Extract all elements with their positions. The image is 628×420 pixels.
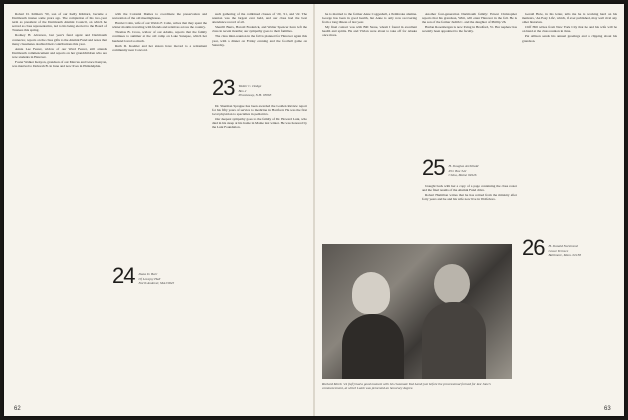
left-column-3-top: [212, 12, 307, 72]
paragraph: brought back with her a copy of a page containing the class roster and the final results of the Alumni Fund drive.: [422, 184, 517, 193]
paragraph: such gathering of the combined classes of '20, '21, and '22. The reunion was the largest ever held, and our class had the best attendance record of all.: [212, 12, 307, 25]
left-column-1: [12, 12, 107, 402]
right-column-1: [322, 12, 417, 240]
class-secretary-address: H. Douglas Archibald P.O. Box 342 China, Maine 04926: [448, 164, 479, 177]
class-number: 24: [112, 263, 135, 288]
paragraph: My final contact was with Bill Stone, whom I found in excellent health and spirits. He and Vivian were about to take off for Alaska once more.: [322, 25, 417, 38]
paragraph: Robert Hamilton writes that he has retired from the ministry after forty years and he and his wife now live in Wolfeboro.: [422, 193, 517, 202]
right-column-3: [422, 184, 517, 239]
magazine-spread: [4, 4, 624, 416]
class-entry-25: [422, 154, 517, 178]
class-secretary-address: Walter C. Dodge Box 2 Piscataway, N.H. 03063: [238, 84, 272, 97]
paragraph: Harriet Cohn, wife of our Waldo F. Cohn, writes that they spent the winter months traveling with friends and relatives across the country.: [112, 21, 207, 30]
photo-figure-right-body: [422, 302, 486, 379]
page-gutter: [313, 4, 315, 416]
photo-caption: Richard Morin '24 (left) had a good moment with his classmate Tad Lamb just before the processional formed for last June's commencement, at which Lamb was presented an honorary degree.: [322, 382, 491, 391]
class-secretary-address: Dana D. Barr Of Lovejoy Hall North Andover, MA 01845: [138, 272, 175, 285]
paragraph: Pat Allison sends his annual greetings and a clipping about his grandson.: [522, 34, 617, 43]
class-entry-24: [112, 262, 207, 286]
class-number: 23: [212, 75, 235, 100]
page-number-left: 62: [14, 406, 21, 412]
paragraph: Thomas B. Cross, widow of our Adams, reports that the family continues to summer at the old camp on Lake Sunapee, which her husband loved so much.: [112, 30, 207, 43]
paragraph: The class mini-reunion in the fall is planned for Hanover again this year, with a dinner on Friday evening and the football game on Saturday.: [212, 34, 307, 47]
photo-figure-right-head: [434, 264, 470, 304]
paragraph: he is married to the former Anne Coggeshall, a Pembroke alumna. George has been in good health, but Anne is only now recovering from a long illness of last year.: [322, 12, 417, 25]
left-column-2: [112, 12, 207, 402]
paragraph: Cliff Hill writes from New York City that he and his wife will be on hand at the class reunion in June.: [522, 25, 617, 34]
photo-figure-left-body: [342, 314, 404, 379]
class-entry-23: [212, 74, 307, 98]
class-photo: [322, 244, 512, 379]
paragraph: Robert D. Kilmarx '50, son of our Kelly Kilmarx, became a Dartmouth trustee some years ago. The completion of his two-year term as president of the Dartmouth Alumni Council, on which he served as class representative, led to his being elected to the Board of Trustees this spring.: [12, 12, 107, 33]
paragraph: with the Colonial Dames to coordinate the preservation and restoration of the old meetinghouse.: [112, 12, 207, 21]
paragraph: Annie Lee Fearer, widow of our Ward Fearer, still attends Dartmouth commencement and reports on her grandchildren who are now students in Hanover.: [12, 46, 107, 59]
paragraph: Another four-generation Dartmouth family: Ernest Christopher reports that his grandson, Whit, will enter Hanover in the fall. He is the son of the former Judith C. and the daughter of Phillip '26.: [422, 12, 517, 25]
page-number-right: 63: [604, 406, 611, 412]
paragraph: Foster Walker Kenyon, grandson of our Marcus and Grace Kenyon, was married to Deborah B. in June and now lives in Philadelphia.: [12, 60, 107, 69]
left-column-3-mid: [212, 104, 307, 244]
paragraph: Harlan Rosenbergen is now living in Bradford, Vt. Her nephew has recently been appointed to the faculty.: [422, 25, 517, 34]
paragraph: Sherrill Burrs, Harold Frederick, and Walter Spencer have left the class in recent months; our sympathy goes to their families.: [212, 25, 307, 34]
paragraph: Rodney H. Alverson, last year's fund agent and Dartmouth connector, reports on the class gifts to the Alumni Fund and notes that many classmates doubled their contributions this year.: [12, 33, 107, 46]
class-number: 25: [422, 155, 445, 180]
photo-figure-left-head: [352, 272, 390, 314]
right-column-4: [522, 12, 617, 402]
paragraph: Our deepest sympathy goes to the family of Dr. Howard Lunt, who died in his sleep at his home in Maine last winter. He was honored by the Lunt Foundation.: [212, 117, 307, 130]
right-column-2: [422, 12, 517, 152]
paragraph: Dr. Sherman Sprague has been awarded the Golden Review report for his fifty years of service to medicine in Hartford. He was the first local physician to specialize in pediatrics.: [212, 104, 307, 117]
class-secretary-address: H. Donald Norstrand Grace Terrace Baltimore, Mass. 02138: [548, 244, 581, 257]
paragraph: Ruth D. Koehler and her sisters have moved to a retirement community near Concord.: [112, 43, 207, 52]
paragraph: Gerald Hole, in his letter, tells me he is working hard on his memoirs, 'An Easy Life', which, if ever published, may well rival any other historian.: [522, 12, 617, 25]
class-entry-26: [522, 234, 617, 258]
class-number: 26: [522, 235, 545, 260]
